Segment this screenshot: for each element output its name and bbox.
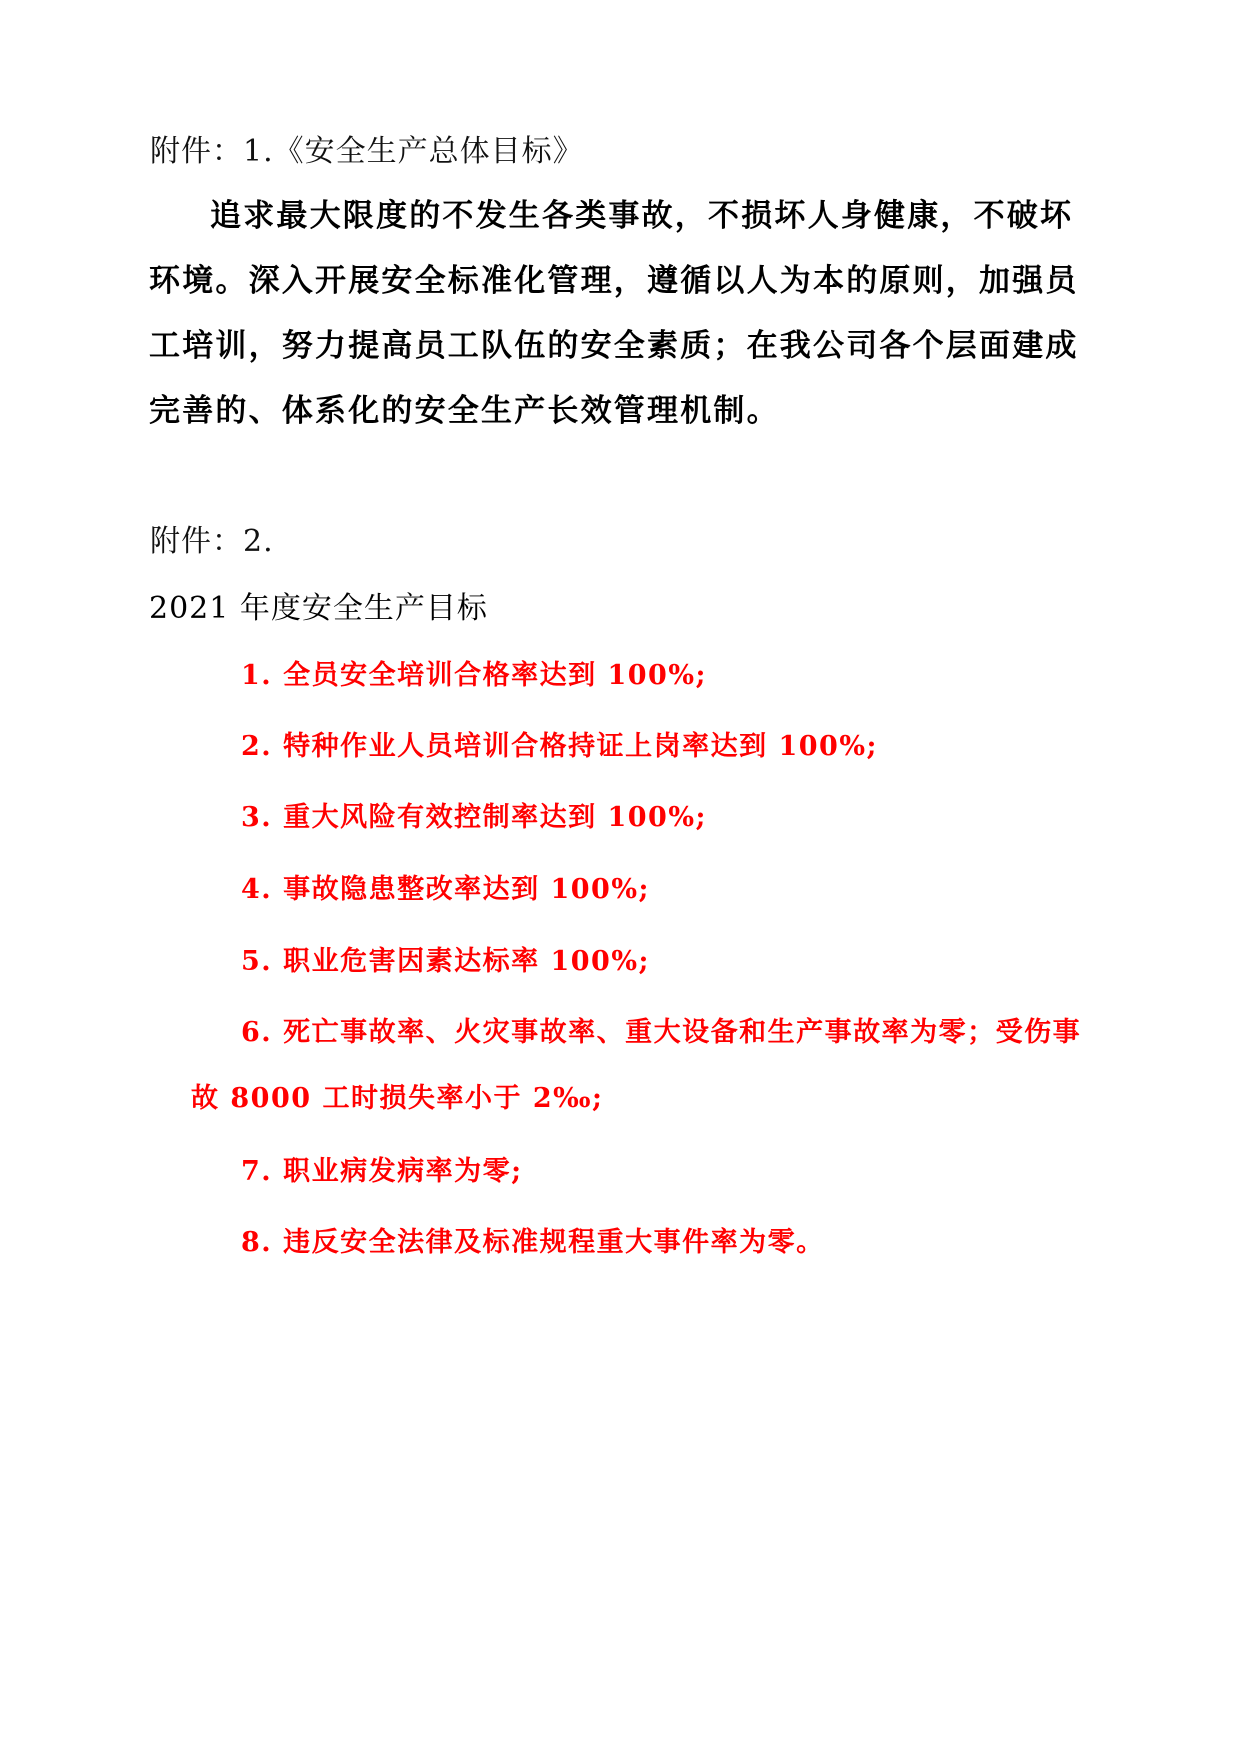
goal-item-3: 3. 重大风险有效控制率达到 100%;	[241, 802, 707, 833]
year-goals-title: 2021 年度安全生产目标	[149, 591, 488, 626]
paragraph-line: 追求最大限度的不发生各类事故，不损坏人身健康，不破坏	[210, 198, 1074, 234]
goal-item-5: 5. 职业危害因素达标率 100%;	[241, 946, 650, 977]
goal-item-4: 4. 事故隐患整改率达到 100%;	[241, 874, 650, 905]
paragraph-line: 环境。深入开展安全标准化管理，遵循以人为本的原则，加强员	[149, 263, 1079, 299]
goal-item-6: 6. 死亡事故率、火灾事故率、重大设备和生产事故率为零；受伤事	[241, 1017, 1082, 1048]
goal-item-1: 1. 全员安全培训合格率达到 100%;	[241, 660, 707, 691]
attachment-2-heading: 附件：2.	[150, 524, 274, 559]
goal-item-8: 8. 违反安全法律及标准规程重大事件率为零。	[241, 1227, 825, 1258]
goal-item-7: 7. 职业病发病率为零;	[241, 1156, 523, 1187]
attachment-1-heading: 附件：1.《安全生产总体目标》	[150, 134, 584, 169]
paragraph-line: 工培训，努力提高员工队伍的安全素质；在我公司各个层面建成	[149, 328, 1079, 364]
goal-item-6-continued: 故 8000 工时损失率小于 2‰;	[191, 1083, 604, 1114]
paragraph-line: 完善的、体系化的安全生产长效管理机制。	[149, 393, 780, 429]
goal-item-2: 2. 特种作业人员培训合格持证上岗率达到 100%;	[241, 731, 878, 762]
